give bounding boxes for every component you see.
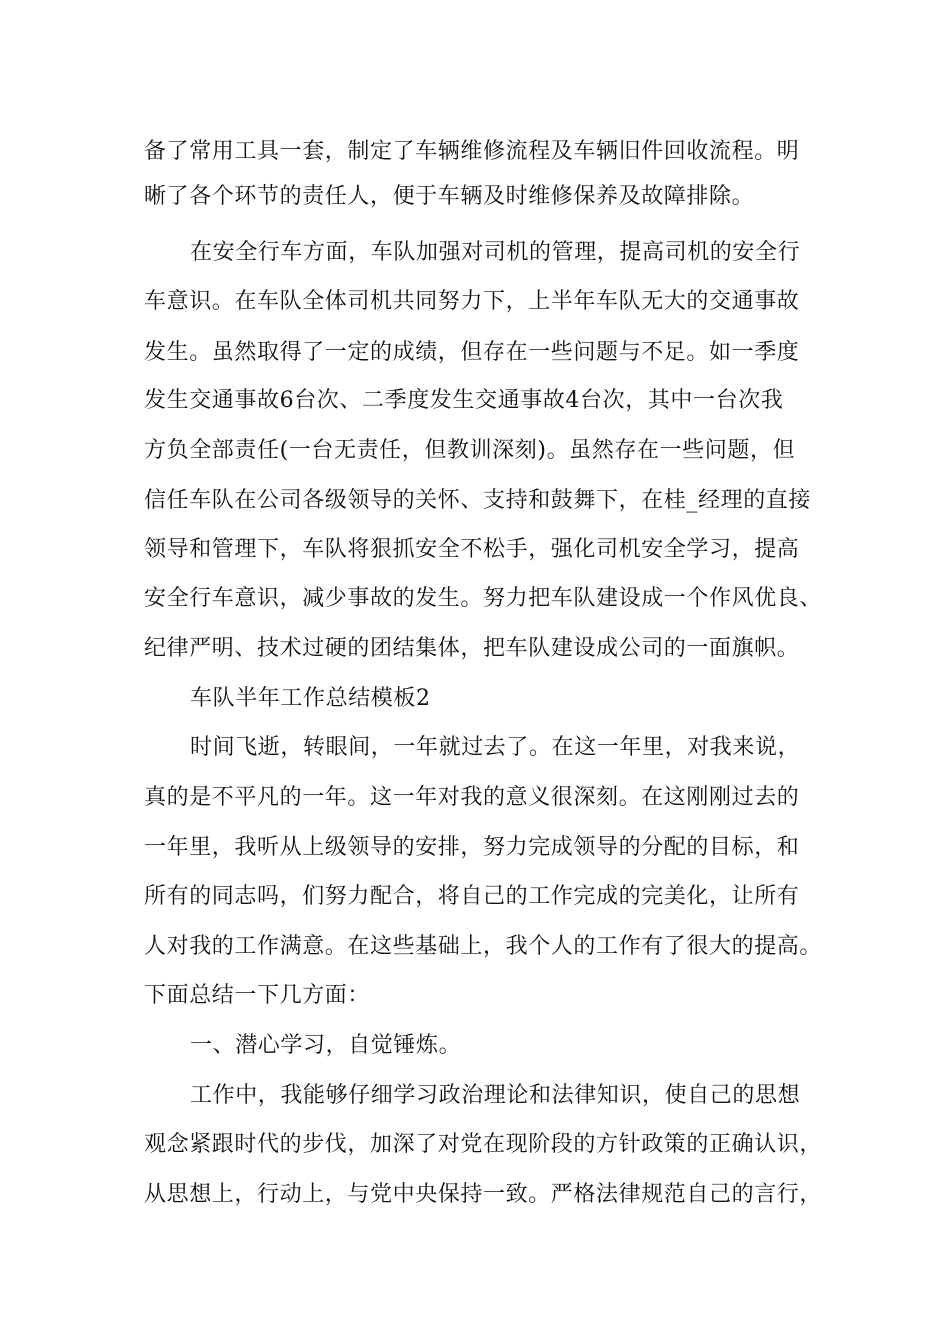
text-line: 备了常用工具一套，制定了车辆维修流程及车辆旧件回收流程。明 <box>144 139 800 164</box>
text-line: 人对我的工作满意。在这些基础上，我个人的工作有了很大的提高。 <box>144 934 823 959</box>
text-line: 领导和管理下，车队将狠抓安全不松手，强化司机安全学习，提高 <box>144 537 800 562</box>
text-line: 时间飞逝，转眼间，一年就过去了。在这一年里，对我来说， <box>190 735 801 760</box>
text-line: 观念紧跟时代的步伐，加深了对党在现阶段的方针政策的正确认识， <box>144 1132 823 1157</box>
text-line: 安全行车意识，减少事故的发生。努力把车队建设成一个作风优良、 <box>144 586 823 611</box>
text-line: 一年里，我听从上级领导的安排，努力完成领导的分配的目标，和 <box>144 835 800 860</box>
text-line: 发生。虽然取得了一定的成绩，但存在一些问题与不足。如一季度 <box>144 340 800 365</box>
text-line: 晰了各个环节的责任人，便于车辆及时维修保养及故障排除。 <box>144 184 755 209</box>
text-line: 工作中，我能够仔细学习政治理论和法律知识，使自己的思想 <box>190 1083 801 1108</box>
text-line: 所有的同志吗，们努力配合，将自己的工作完成的完美化，让所有 <box>144 884 800 909</box>
text-line: 真的是不平凡的一年。这一年对我的意义很深刻。在这刚刚过去的 <box>144 785 800 810</box>
subsection-heading: 一、潜心学习，自觉锤炼。 <box>190 1033 462 1058</box>
text-line: 纪律严明、技术过硬的团结集体，把车队建设成公司的一面旗帜。 <box>144 636 800 661</box>
text-line: 在安全行车方面，车队加强对司机的管理，提高司机的安全行 <box>190 240 801 265</box>
text-line: 方负全部责任(一台无责任，但教训深刻)。虽然存在一些问题，但 <box>144 438 796 463</box>
section-heading: 车队半年工作总结模板2 <box>190 686 431 711</box>
text-line: 下面总结一下几方面： <box>144 983 371 1008</box>
text-line: 从思想上，行动上，与党中央保持一致。严格法律规范自己的言行， <box>144 1182 823 1207</box>
text-line: 车意识。在车队全体司机共同努力下，上半年车队无大的交通事故 <box>144 289 800 314</box>
text-line: 信任车队在公司各级领导的关怀、支持和鼓舞下，在桂_经理的直接 <box>144 488 812 513</box>
text-line: 发生交通事故6台次、二季度发生交通事故4台次，其中一台次我 <box>144 388 784 413</box>
